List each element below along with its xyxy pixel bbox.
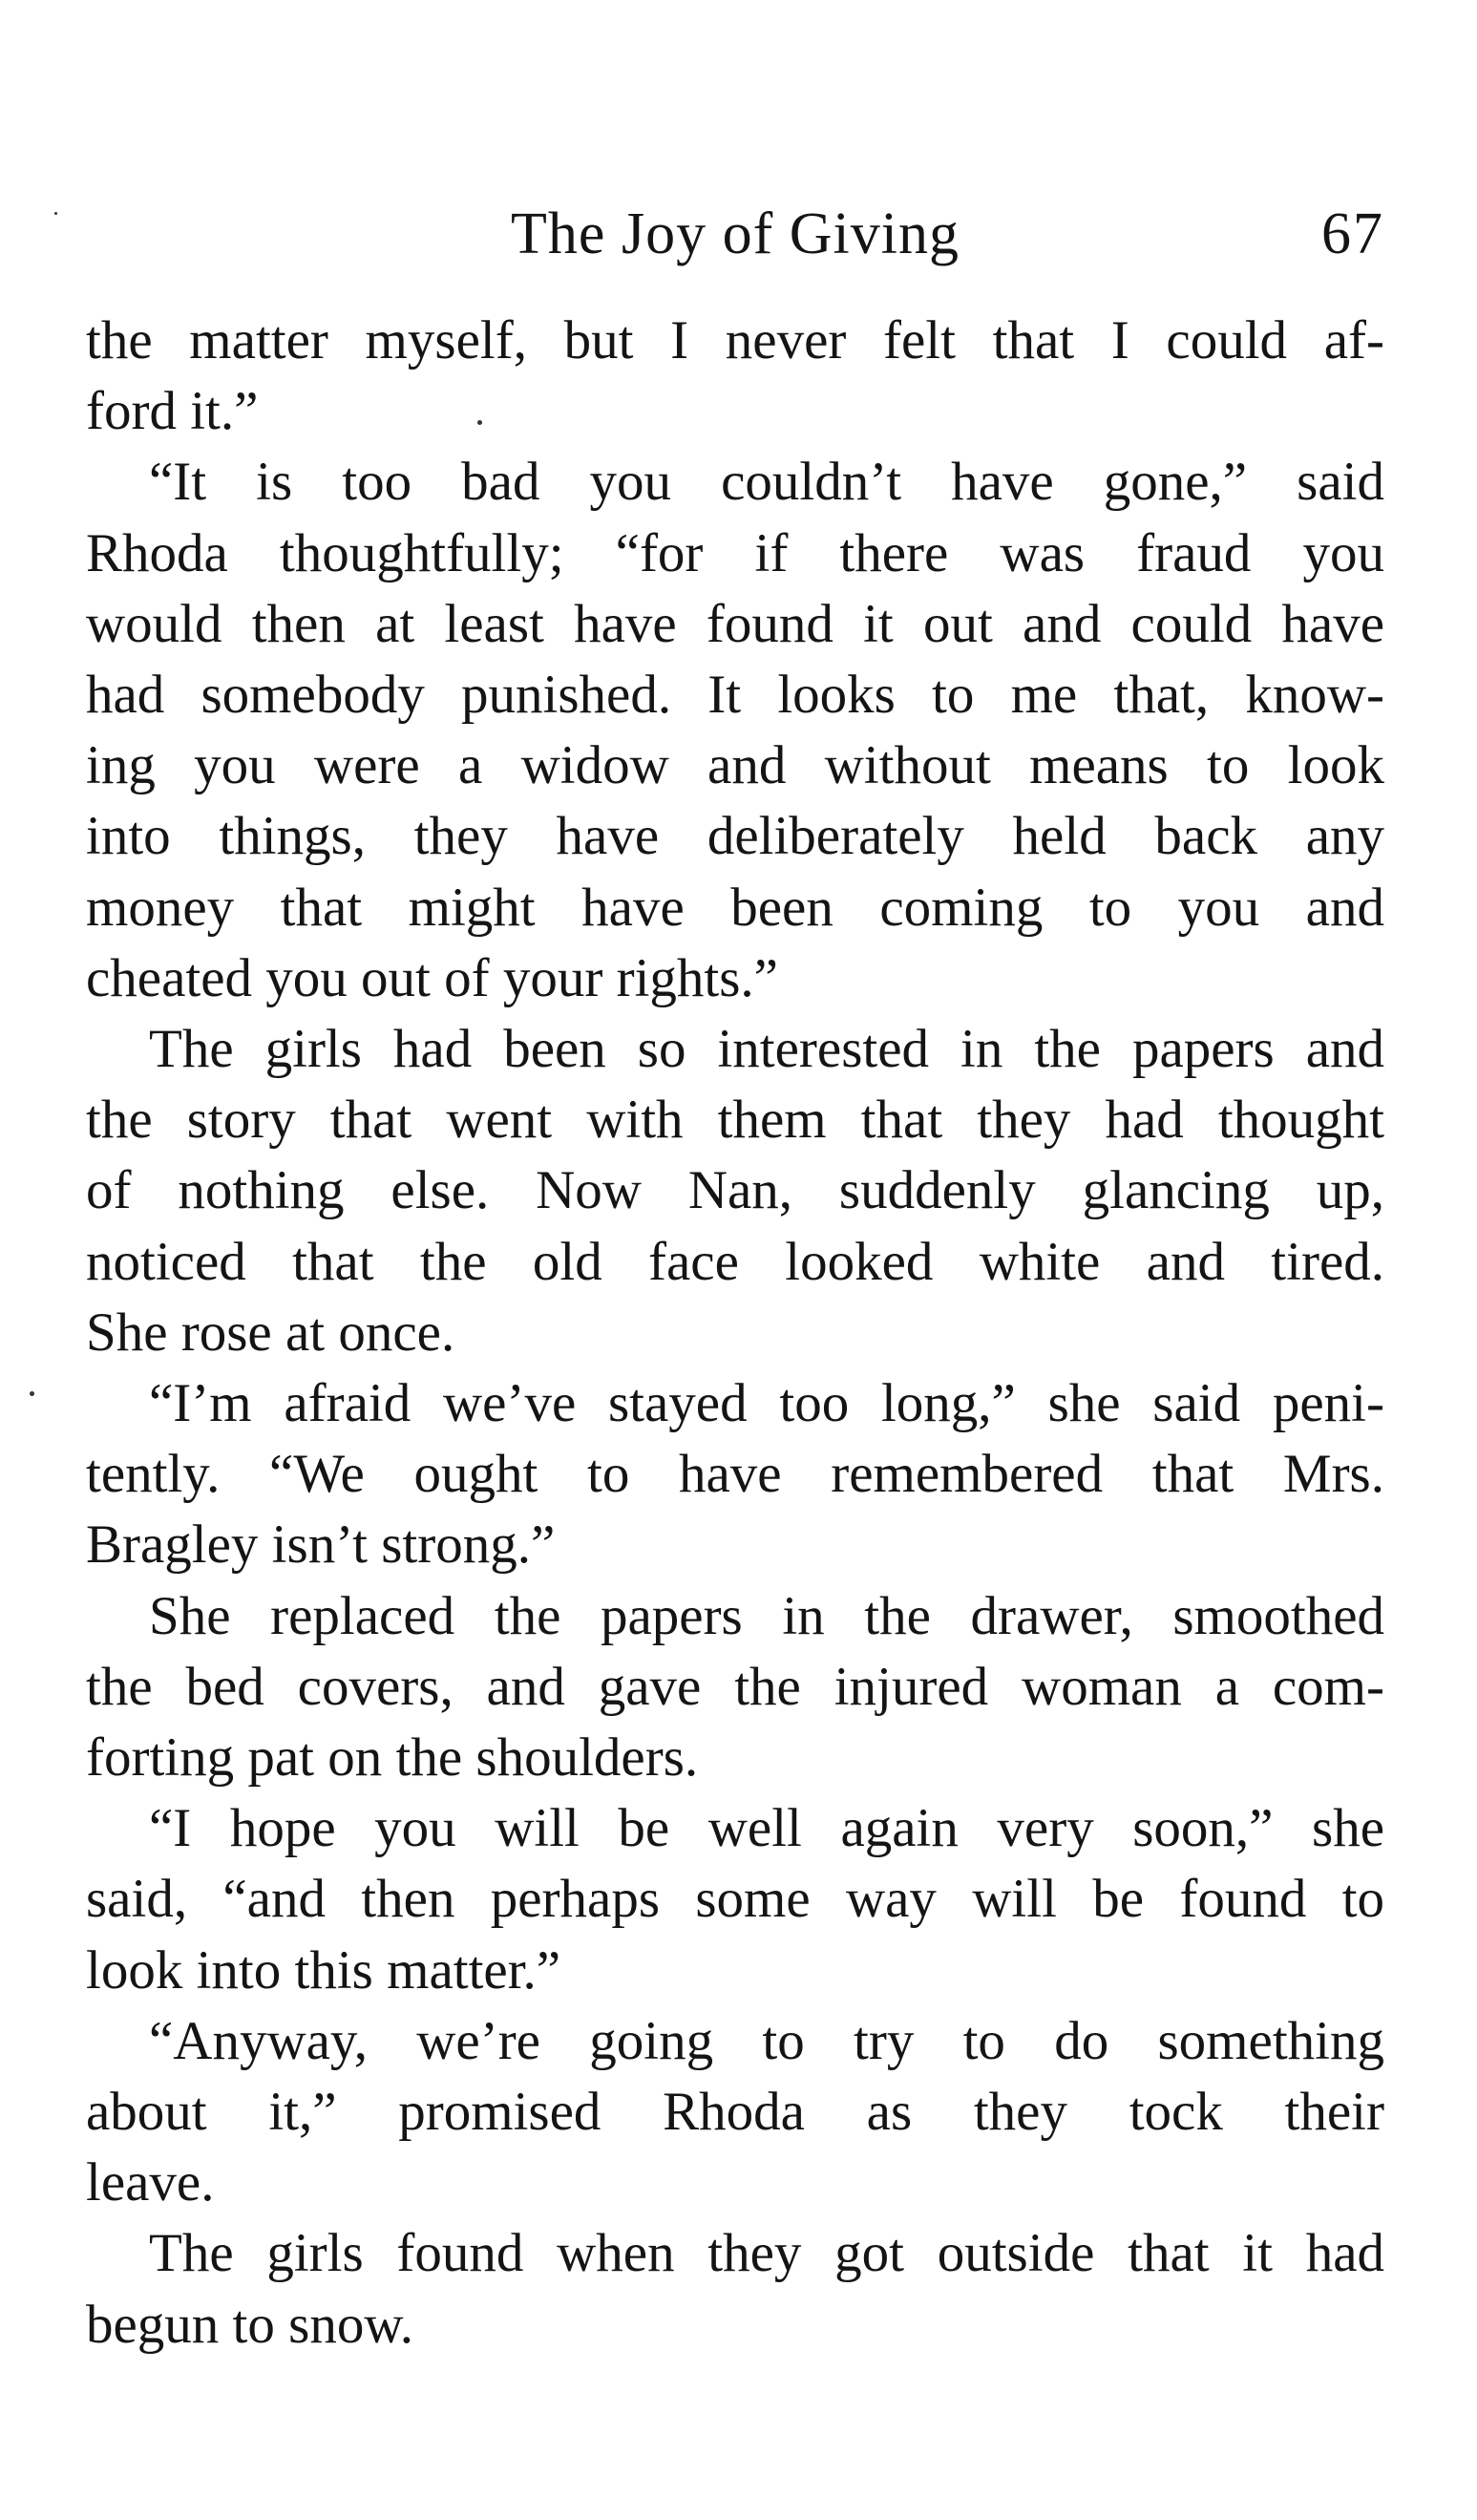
text-line: noticed that the old face looked white and tired.: [86, 1231, 1384, 1292]
text-line: Bragley isn’t strong.”: [86, 1514, 556, 1576]
paragraph: [86, 1793, 1384, 2006]
running-title: The Joy of Giving: [511, 201, 960, 266]
text-line: Rhoda thoughtfully; “for if there was fraud you: [86, 522, 1384, 583]
paragraph: [86, 306, 1384, 447]
scan-speck: [30, 1391, 34, 1396]
scan-speck: [54, 212, 57, 215]
text-line: “It is too bad you couldn’t have gone,” said: [149, 452, 1384, 513]
paragraph: [86, 1368, 1384, 1581]
text-line: The girls found when they got outside that it had: [149, 2223, 1384, 2284]
text-line: ing you were a widow and without means to look: [86, 735, 1384, 796]
text-line: the bed covers, and gave the injured woman a com-: [86, 1656, 1384, 1717]
paragraph: [86, 1014, 1384, 1368]
text-line: forting pat on the shoulders.: [86, 1727, 699, 1789]
page-number: 67: [1321, 201, 1384, 266]
body-text: [86, 306, 1384, 2361]
scan-speck: [477, 420, 482, 425]
text-line: “I’m afraid we’ve stayed too long,” she said peni-: [149, 1373, 1384, 1434]
text-line: had somebody punished. It looks to me that, know-: [86, 665, 1384, 726]
text-line: ford it.”: [86, 381, 259, 442]
text-line: tently. “We ought to have remembered that Mrs.: [86, 1444, 1384, 1505]
running-head: [86, 191, 1384, 277]
text-line: into things, they have deliberately held back any: [86, 806, 1384, 867]
text-line: begun to snow.: [86, 2294, 414, 2355]
text-line: look into this matter.”: [86, 1939, 561, 2001]
paragraph: [86, 1581, 1384, 1794]
paragraph: [86, 2006, 1384, 2219]
text-line: “I hope you will be well again very soon,” she: [149, 1798, 1384, 1859]
text-line: money that might have been coming to you and: [86, 877, 1384, 938]
text-line: cheated you out of your rights.”: [86, 947, 778, 1008]
text-line: of nothing else. Now Nan, suddenly glancing up,: [86, 1160, 1384, 1221]
text-line: would then at least have found it out and could have: [86, 593, 1384, 654]
text-line: the matter myself, but I never felt that I could af-: [86, 310, 1384, 371]
paragraph: [86, 447, 1384, 1014]
text-line: She rose at once.: [86, 1302, 455, 1363]
text-line: said, “and then perhaps some way will be found to: [86, 1869, 1384, 1930]
text-line: leave.: [86, 2152, 215, 2213]
text-line: She replaced the papers in the drawer, smoothed: [149, 1585, 1384, 1646]
text-line: about it,” promised Rhoda as they tock their: [86, 2082, 1384, 2143]
text-line: The girls had been so interested in the papers and: [149, 1019, 1384, 1080]
text-line: the story that went with them that they had thought: [86, 1090, 1384, 1151]
paragraph: [86, 2218, 1384, 2360]
text-line: “Anyway, we’re going to try to do something: [149, 2010, 1384, 2071]
